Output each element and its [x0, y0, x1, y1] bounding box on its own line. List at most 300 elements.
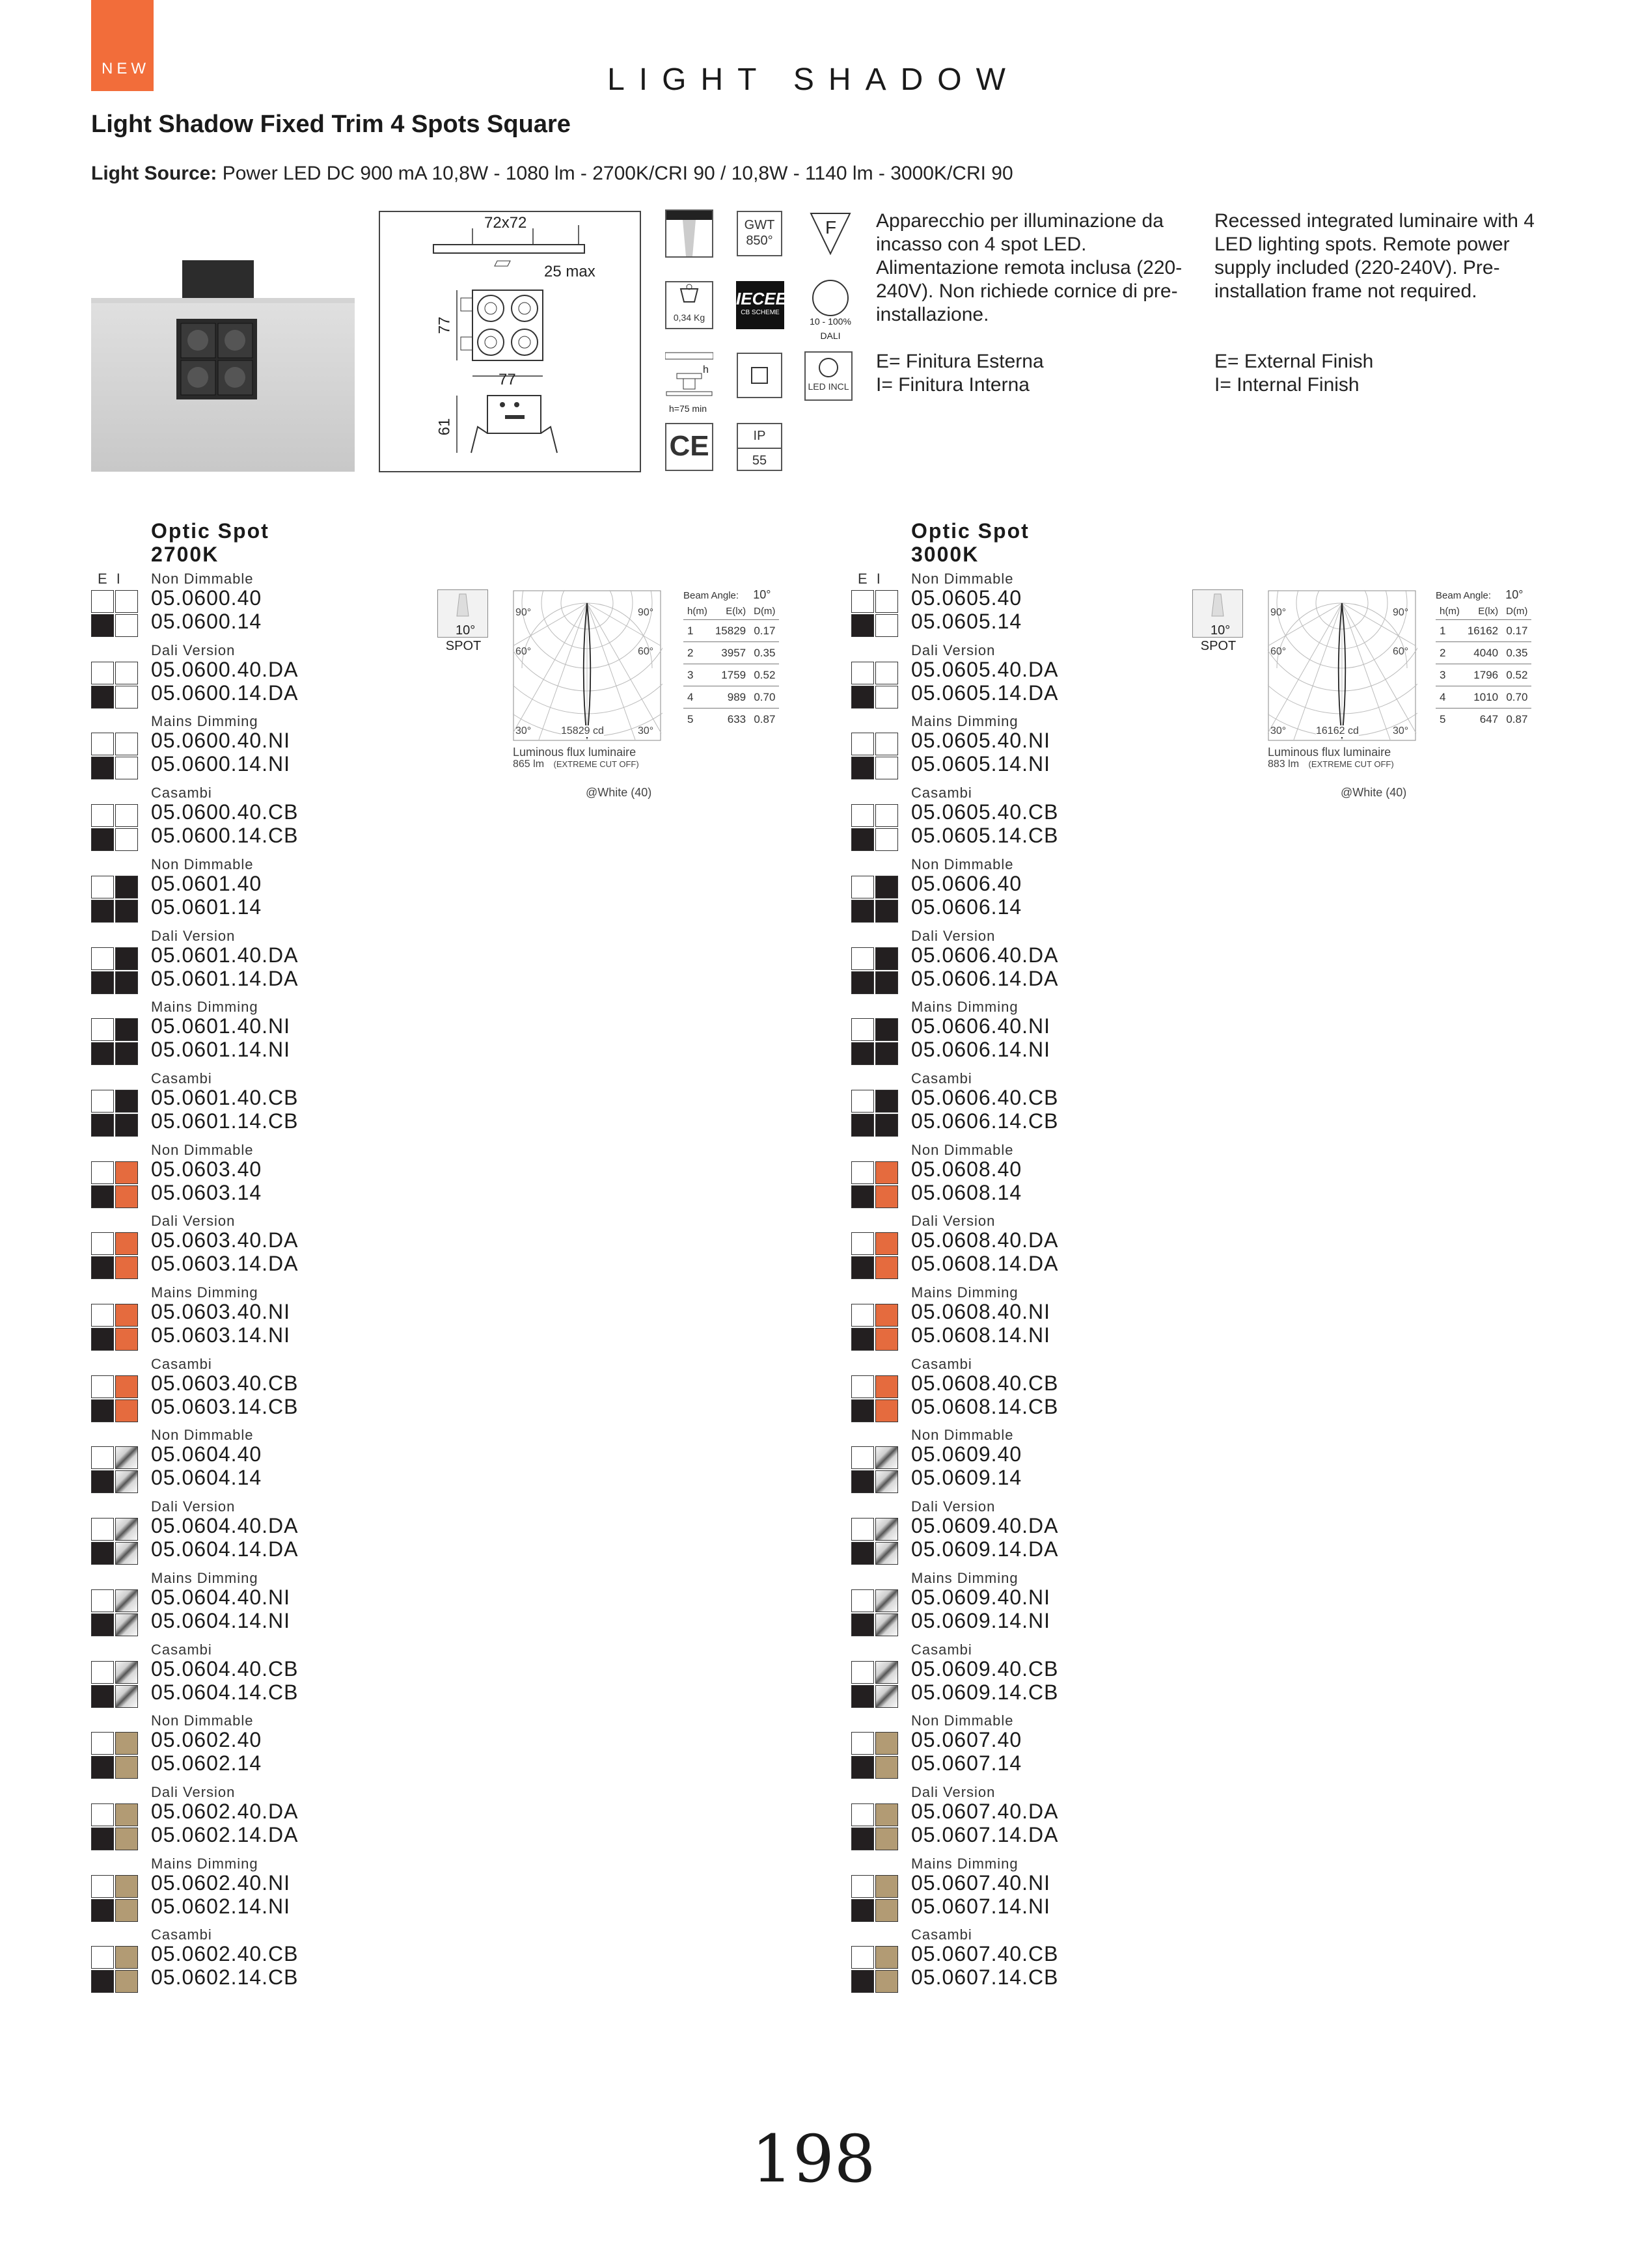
finish-swatch-black: [91, 1042, 114, 1065]
product-code-white-exterior: 05.0601.40.DA: [151, 943, 299, 967]
finish-swatch-gold: [115, 1803, 138, 1826]
description-it-main: Apparecchio per illuminazione da incasso con 4 spot LED. Alimentazione remota inclusa (220-240V). Non richiede cornice di pre-installazione.: [876, 210, 1183, 325]
finish-swatch-black: [91, 1756, 114, 1779]
product-code-group: [91, 1498, 482, 1570]
beam-table-header-cell: h(m): [683, 606, 711, 620]
finish-swatch-chrome: [115, 1685, 138, 1708]
finish-swatch-black: [91, 828, 114, 851]
product-photo: [91, 260, 355, 472]
beam-table-cell: 0.87: [754, 712, 776, 725]
product-code-white-exterior: 05.0600.40.DA: [151, 657, 299, 681]
finish-swatch-black: [851, 1399, 874, 1422]
finish-swatch-black: [875, 947, 898, 970]
finish-swatch-black: [851, 1542, 874, 1565]
finish-swatch-chrome: [115, 1661, 138, 1684]
finish-swatch-gold: [875, 1803, 898, 1826]
product-code-white-exterior: 05.0604.40: [151, 1442, 262, 1466]
finish-swatch-black: [91, 1613, 114, 1636]
finish-swatch-white: [91, 876, 114, 898]
section-3000k-ei-header: E I: [858, 571, 883, 587]
finish-swatch-orange: [115, 1304, 138, 1327]
white-label-3000k: @White (40): [1341, 786, 1407, 799]
product-code-white-exterior: 05.0607.40.NI: [911, 1870, 1051, 1895]
product-code-group: [851, 1926, 1242, 1998]
flux-value-3000k: [1268, 759, 1394, 770]
product-code-group: [91, 1142, 482, 1213]
finish-swatch-white: [115, 686, 138, 709]
dimming-type-label: Dali Version: [151, 641, 236, 658]
product-code-group: [851, 571, 1242, 642]
section-2700k-title: [151, 519, 269, 566]
dimming-type-label: Casambi: [911, 1355, 972, 1372]
product-code-black-exterior: 05.0602.14.NI: [151, 1894, 291, 1918]
flux-label-3000k: Luminous flux luminaire: [1268, 746, 1391, 759]
product-code-group: [91, 1284, 482, 1356]
finish-swatch-chrome: [115, 1589, 138, 1612]
new-badge-label: NEW: [102, 60, 150, 77]
angle-60-right-2700k: 60°: [638, 646, 654, 657]
finish-swatch-white: [851, 1446, 874, 1469]
finish-swatch-gold: [875, 1970, 898, 1993]
product-code-group: [851, 928, 1242, 999]
finish-swatch-chrome: [115, 1518, 138, 1541]
product-code-group: [851, 999, 1242, 1070]
description-en-finish-e: E= External Finish: [1214, 351, 1374, 372]
product-code-group: [91, 1784, 482, 1856]
finish-swatch-black: [851, 757, 874, 779]
product-code-group: [851, 1142, 1242, 1213]
dimming-type-label: Dali Version: [151, 1213, 236, 1230]
product-code-white-exterior: 05.0602.40.CB: [151, 1942, 299, 1966]
dimming-type-label: Non Dimmable: [151, 571, 254, 587]
finish-swatch-gold: [115, 1899, 138, 1922]
dimming-type-label: Casambi: [911, 1070, 972, 1087]
finish-swatch-black: [91, 1542, 114, 1565]
angle-90-right-3000k: 90°: [1393, 607, 1409, 618]
finish-swatch-black: [875, 1114, 898, 1137]
finish-swatch-black: [91, 1685, 114, 1708]
finish-swatch-gold: [115, 1875, 138, 1898]
product-code-white-exterior: 05.0605.40.CB: [911, 800, 1059, 824]
product-code-white-exterior: 05.0600.40.CB: [151, 800, 299, 824]
product-code-white-exterior: 05.0603.40.CB: [151, 1371, 299, 1395]
flux-label-2700k: Luminous flux luminaire: [513, 746, 636, 759]
finish-swatch-white: [91, 947, 114, 970]
finish-swatch-white: [851, 1661, 874, 1684]
dimming-type-label: Casambi: [151, 1926, 212, 1943]
angle-90-right-2700k: 90°: [638, 607, 654, 618]
finish-swatch-black: [851, 1042, 874, 1065]
beam-table-header-cell: D(m): [1502, 606, 1531, 620]
product-code-white-exterior: 05.0605.40: [911, 586, 1022, 610]
product-code-group: [91, 928, 482, 999]
beam-value-2700k: 10°: [753, 588, 771, 601]
finish-swatch-black: [875, 971, 898, 994]
finish-swatch-white: [851, 1518, 874, 1541]
product-code-white-exterior: 05.0608.40.CB: [911, 1371, 1059, 1395]
finish-swatch-white: [875, 804, 898, 827]
product-code-black-exterior: 05.0606.14.NI: [911, 1038, 1051, 1062]
weight-icon: [665, 281, 713, 329]
finish-swatch-orange: [875, 1256, 898, 1279]
description-it-finish-i: I= Finitura Interna: [876, 374, 1030, 396]
dimming-type-label: Non Dimmable: [911, 1427, 1014, 1444]
finish-swatch-white: [91, 1518, 114, 1541]
finish-swatch-chrome: [875, 1518, 898, 1541]
dimming-type-label: Dali Version: [151, 1783, 236, 1800]
product-code-black-exterior: 05.0603.14: [151, 1180, 262, 1204]
angle-60-left-2700k: 60°: [515, 646, 532, 657]
finish-swatch-white: [115, 614, 138, 637]
finish-swatch-black: [91, 1185, 114, 1208]
finish-swatch-black: [851, 1756, 874, 1779]
finish-swatch-black: [851, 1470, 874, 1493]
finish-swatch-black: [851, 1828, 874, 1850]
dimming-type-label: Non Dimmable: [911, 856, 1014, 872]
finish-swatch-white: [91, 1875, 114, 1898]
product-code-black-exterior: 05.0606.14: [911, 895, 1022, 919]
finish-swatch-black: [115, 947, 138, 970]
drawing-depth-max: 25 max: [544, 263, 595, 280]
peak-cd-2700k: 15829 cd: [561, 725, 604, 736]
beam-table-cell: 647: [1479, 712, 1499, 725]
spot-3000k-angle: 10°: [1210, 623, 1231, 638]
spot-2700k-icon: [437, 589, 489, 661]
beam-table-row: [1436, 709, 1531, 731]
finish-swatch-white: [91, 804, 114, 827]
finish-swatch-black: [875, 1042, 898, 1065]
finish-swatch-black: [91, 971, 114, 994]
product-code-group: [851, 1570, 1242, 1641]
finish-swatch-black: [91, 1470, 114, 1493]
beam-table-cell: 0.17: [750, 620, 779, 642]
ip-label: IP: [738, 424, 781, 449]
finish-swatch-white: [91, 1090, 114, 1113]
product-code-white-exterior: 05.0606.40.DA: [911, 943, 1059, 967]
finish-swatch-white: [875, 614, 898, 637]
product-code-group: [851, 785, 1242, 856]
product-code-group: [91, 1712, 482, 1784]
finish-swatch-chrome: [875, 1613, 898, 1636]
finish-swatch-orange: [875, 1304, 898, 1327]
description-italian: [876, 209, 1188, 397]
angle-90-left-2700k: 90°: [515, 607, 532, 618]
finish-swatch-black: [91, 1256, 114, 1279]
finish-swatch-gold: [875, 1828, 898, 1850]
finish-swatch-white: [115, 757, 138, 779]
beam-table-row: [683, 709, 779, 731]
light-source: [91, 163, 1013, 185]
product-code-group: [91, 1641, 482, 1713]
product-code-group: [91, 856, 482, 928]
product-code-black-exterior: 05.0601.14: [151, 895, 262, 919]
finish-swatch-gold: [875, 1732, 898, 1755]
finish-swatch-orange: [875, 1161, 898, 1184]
cutoff-2700k: (EXTREME CUT OFF): [553, 759, 639, 769]
section-3000k-code-list: [851, 571, 1242, 2002]
product-code-black-exterior: 05.0607.14.DA: [911, 1822, 1059, 1846]
beam-table-header: [683, 606, 779, 620]
beam-values-table-2700k: [683, 606, 779, 730]
product-code-black-exterior: 05.0609.14.NI: [911, 1608, 1051, 1632]
product-code-black-exterior: 05.0604.14.DA: [151, 1537, 299, 1561]
product-code-black-exterior: 05.0608.14: [911, 1180, 1022, 1204]
finish-swatch-white: [91, 662, 114, 684]
finish-swatch-white: [91, 1732, 114, 1755]
dimming-type-label: Mains Dimming: [151, 1569, 258, 1586]
product-code-black-exterior: 05.0608.14.DA: [911, 1252, 1059, 1276]
drawing-height: 61: [435, 418, 454, 436]
section-2700k-code-list: [91, 571, 482, 2002]
spot-3000k-icon: [1192, 589, 1244, 661]
finish-swatch-black: [851, 971, 874, 994]
product-code-black-exterior: 05.0604.14.NI: [151, 1608, 291, 1632]
description-english: [1214, 209, 1540, 397]
beam-table-cell: 2: [683, 642, 711, 664]
product-code-black-exterior: 05.0607.14.CB: [911, 1965, 1059, 1990]
angle-30-right-3000k: 30°: [1393, 725, 1409, 736]
finish-swatch-black: [851, 686, 874, 709]
dimming-type-label: Non Dimmable: [911, 1712, 1014, 1729]
h-min-label: h=75 min: [669, 403, 707, 414]
finish-swatch-orange: [875, 1399, 898, 1422]
product-code-white-exterior: 05.0600.40.NI: [151, 729, 291, 753]
finish-swatch-white: [851, 590, 874, 613]
product-code-group: [91, 713, 482, 785]
finish-swatch-black: [91, 1114, 114, 1137]
finish-swatch-white: [91, 1161, 114, 1184]
ce-icon: [665, 423, 713, 471]
product-code-white-exterior: 05.0609.40.CB: [911, 1656, 1059, 1681]
angle-60-left-3000k: 60°: [1270, 646, 1287, 657]
product-title: Light Shadow Fixed Trim 4 Spots Square: [91, 111, 571, 138]
finish-swatch-white: [851, 1090, 874, 1113]
product-code-white-exterior: 05.0600.40: [151, 586, 262, 610]
beam-table-cell: 1: [1436, 620, 1464, 642]
finish-swatch-white: [851, 662, 874, 684]
product-code-black-exterior: 05.0609.14.DA: [911, 1537, 1059, 1561]
product-code-white-exterior: 05.0601.40.CB: [151, 1085, 299, 1109]
dimming-type-label: Mains Dimming: [151, 1855, 258, 1872]
product-code-black-exterior: 05.0608.14.NI: [911, 1323, 1051, 1347]
product-code-white-exterior: 05.0602.40: [151, 1728, 262, 1752]
dimming-type-label: Dali Version: [911, 927, 996, 944]
dimming-type-label: Mains Dimming: [151, 999, 258, 1016]
finish-swatch-black: [91, 900, 114, 923]
beam-table-cell: 5: [687, 712, 694, 725]
product-code-group: [851, 713, 1242, 785]
light-source-label: Light Source:: [91, 163, 217, 184]
section-2700k-ei-header: E I: [98, 571, 123, 587]
product-code-white-exterior: 05.0604.40.NI: [151, 1585, 291, 1609]
finish-swatch-gold: [115, 1828, 138, 1850]
product-code-group: [91, 1926, 482, 1998]
finish-swatch-orange: [115, 1375, 138, 1398]
square-trim-icon: [737, 353, 782, 398]
finish-swatch-white: [851, 1732, 874, 1755]
dimming-type-label: Dali Version: [911, 1498, 996, 1515]
product-code-group: [851, 1427, 1242, 1498]
product-code-white-exterior: 05.0609.40.NI: [911, 1585, 1051, 1609]
finish-swatch-black: [91, 1399, 114, 1422]
finish-swatch-white: [851, 1803, 874, 1826]
technical-drawing: [379, 211, 641, 472]
product-code-black-exterior: 05.0600.14.CB: [151, 824, 299, 848]
finish-swatch-chrome: [115, 1470, 138, 1493]
product-code-white-exterior: 05.0602.40.NI: [151, 1870, 291, 1895]
peak-cd-3000k: 16162 cd: [1316, 725, 1359, 736]
product-code-black-exterior: 05.0609.14: [911, 1466, 1022, 1490]
section-3000k-title-line2: 3000K: [911, 543, 979, 566]
beam-table-row: [683, 664, 779, 686]
beam-table-row: [1436, 620, 1531, 642]
description-en-finish-i: I= Internal Finish: [1214, 374, 1360, 396]
finish-swatch-white: [851, 1232, 874, 1255]
finish-swatch-black: [851, 1970, 874, 1993]
angle-30-right-2700k: 30°: [638, 725, 654, 736]
product-code-white-exterior: 05.0607.40.DA: [911, 1799, 1059, 1823]
product-code-white-exterior: 05.0601.40.NI: [151, 1014, 291, 1038]
product-code-group: [91, 1427, 482, 1498]
dimming-type-label: Non Dimmable: [151, 856, 254, 872]
beam-table-header-cell: D(m): [750, 606, 779, 620]
beam-table-header-cell: E(lx): [1464, 606, 1502, 620]
finish-swatch-orange: [115, 1328, 138, 1351]
product-code-black-exterior: 05.0609.14.CB: [911, 1680, 1059, 1704]
finish-swatch-orange: [115, 1161, 138, 1184]
flux-lm-3000k: 883 lm: [1268, 759, 1300, 770]
finish-swatch-black: [851, 900, 874, 923]
finish-swatch-black: [115, 876, 138, 898]
finish-swatch-black: [851, 1328, 874, 1351]
beam-table-cell: 5: [1440, 712, 1446, 725]
dimming-type-label: Casambi: [911, 785, 972, 802]
finish-swatch-orange: [875, 1185, 898, 1208]
product-code-group: [91, 1213, 482, 1284]
cert-line2: CB SCHEME: [741, 309, 780, 316]
technical-drawing-lines: [380, 212, 640, 471]
finish-swatch-chrome: [115, 1446, 138, 1469]
ce-label: CE: [669, 430, 709, 462]
dimming-type-label: Casambi: [151, 785, 212, 802]
photometric-diagram-2700k: [513, 590, 663, 744]
section-2700k-title-line2: 2700K: [151, 543, 219, 566]
product-code-group: [91, 1570, 482, 1641]
finish-swatch-orange: [115, 1399, 138, 1422]
product-code-group: [851, 1213, 1242, 1284]
beam-table-cell: 0.52: [1502, 664, 1531, 686]
finish-swatch-black: [875, 1090, 898, 1113]
finish-swatch-white: [91, 1375, 114, 1398]
finish-swatch-chrome: [875, 1685, 898, 1708]
product-code-white-exterior: 05.0606.40: [911, 871, 1022, 895]
finish-swatch-white: [91, 733, 114, 755]
product-code-white-exterior: 05.0609.40: [911, 1442, 1022, 1466]
product-code-white-exterior: 05.0608.40.NI: [911, 1300, 1051, 1323]
beam-value-3000k: 10°: [1505, 588, 1524, 601]
beam-table-row: [683, 642, 779, 664]
product-code-white-exterior: 05.0602.40.DA: [151, 1799, 299, 1823]
dimming-type-label: Casambi: [151, 1070, 212, 1087]
finish-swatch-black: [115, 1042, 138, 1065]
gwt-line1: GWT: [744, 218, 775, 232]
product-code-white-exterior: 05.0603.40.NI: [151, 1300, 291, 1323]
finish-swatch-white: [115, 804, 138, 827]
finish-swatch-black: [875, 900, 898, 923]
beam-table-cell: 989: [711, 686, 750, 709]
led-incl-label: LED INCL: [808, 381, 849, 392]
product-code-group: [91, 642, 482, 714]
finish-swatch-gold: [875, 1756, 898, 1779]
finish-swatch-gold: [115, 1756, 138, 1779]
dimming-type-label: Mains Dimming: [911, 999, 1019, 1016]
finish-swatch-black: [91, 1828, 114, 1850]
dali-label: DALI: [820, 331, 841, 341]
finish-swatch-black: [115, 1114, 138, 1137]
finish-swatch-black: [851, 614, 874, 637]
product-code-black-exterior: 05.0607.14.NI: [911, 1894, 1051, 1918]
beam-table-header: [1436, 606, 1531, 620]
finish-swatch-white: [91, 1946, 114, 1969]
beam-table-cell: 3957: [711, 642, 750, 664]
dimming-range: 10 - 100%: [810, 316, 851, 327]
finish-swatch-white: [91, 1589, 114, 1612]
finish-swatch-white: [91, 1018, 114, 1041]
product-code-group: [851, 856, 1242, 928]
product-code-black-exterior: 05.0608.14.CB: [911, 1394, 1059, 1418]
finish-swatch-black: [115, 1090, 138, 1113]
dimming-type-label: Non Dimmable: [151, 1427, 254, 1444]
finish-swatch-black: [91, 1970, 114, 1993]
finish-swatch-orange: [875, 1328, 898, 1351]
product-code-black-exterior: 05.0607.14: [911, 1751, 1022, 1775]
product-code-black-exterior: 05.0606.14.CB: [911, 1109, 1059, 1133]
finish-swatch-black: [875, 1018, 898, 1041]
finish-swatch-white: [851, 733, 874, 755]
dimming-type-label: Dali Version: [911, 1213, 996, 1230]
spot-2700k-angle: 10°: [456, 623, 476, 638]
beam-label-3000k: Beam Angle:: [1436, 590, 1492, 601]
finish-swatch-orange: [115, 1185, 138, 1208]
iecee-cb-icon: [736, 281, 787, 329]
finish-swatch-black: [91, 757, 114, 779]
page-number: 198: [751, 2121, 876, 2197]
finish-swatch-orange: [875, 1375, 898, 1398]
product-code-black-exterior: 05.0602.14: [151, 1751, 262, 1775]
beam-table-cell: 1: [683, 620, 711, 642]
product-code-black-exterior: 05.0604.14: [151, 1466, 262, 1490]
cover-h-label: h: [703, 364, 709, 375]
product-code-black-exterior: 05.0604.14.CB: [151, 1680, 299, 1704]
beam-table-row: [1436, 664, 1531, 686]
finish-swatch-gold: [875, 1899, 898, 1922]
product-code-group: [851, 642, 1242, 714]
product-code-black-exterior: 05.0605.14.DA: [911, 681, 1059, 705]
finish-swatch-white: [875, 686, 898, 709]
drawing-side-height: 77: [435, 316, 454, 334]
finish-swatch-orange: [115, 1232, 138, 1255]
finish-swatch-chrome: [115, 1613, 138, 1636]
dimming-type-label: Mains Dimming: [911, 1569, 1019, 1586]
product-code-group: [851, 1712, 1242, 1784]
finish-swatch-chrome: [875, 1542, 898, 1565]
product-code-white-exterior: 05.0607.40.CB: [911, 1942, 1059, 1966]
beam-table-row: [683, 686, 779, 709]
flux-lm-2700k: 865 lm: [513, 759, 545, 770]
white-label-2700k: @White (40): [586, 786, 652, 799]
product-code-white-exterior: 05.0608.40.DA: [911, 1228, 1059, 1252]
light-source-text: Power LED DC 900 mA 10,8W - 1080 lm - 2700K/CRI 90 / 10,8W - 1140 lm - 3000K/CRI 90: [222, 163, 1013, 184]
